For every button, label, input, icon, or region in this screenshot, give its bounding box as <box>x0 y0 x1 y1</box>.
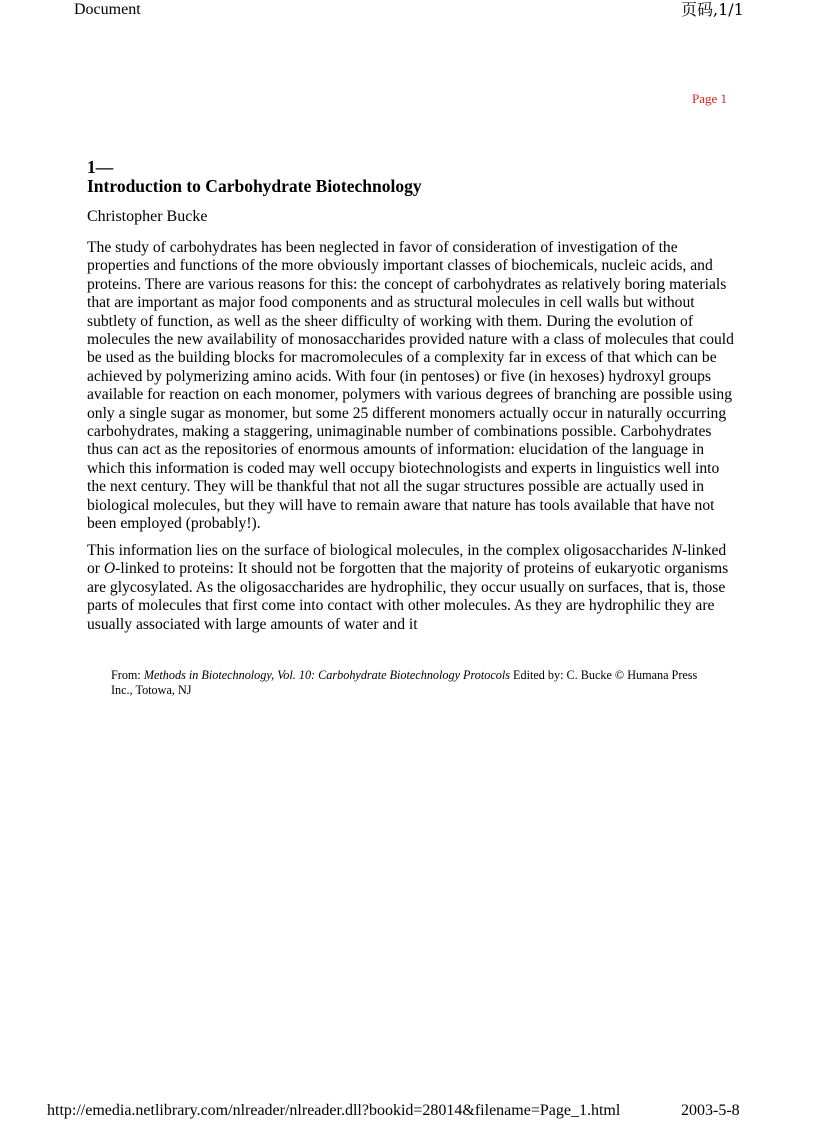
paragraph-text: This information lies on the surface of biological molecules, in the complex oligosaccharides <box>87 542 672 559</box>
italic-n: N <box>671 542 683 559</box>
footnote-suffix: Edited by: C. Bucke © Humana Press Inc., Totowa, NJ <box>111 668 698 697</box>
source-footnote <box>111 668 711 698</box>
paragraph <box>87 542 735 634</box>
paragraph-text: -linked or <box>87 542 727 578</box>
paragraph-text: -linked to proteins: It should not be forgotten that the majority of proteins of eukaryotic organisms are glycosylated. As the oligosaccharides are hydrophilic, they occur usually on surfaces, that is, those parts of molecules that first come into contact with other molecules. As they are hydrophilic they are usually associated with large amounts of water and it <box>87 560 729 633</box>
footnote-prefix: From: <box>111 668 144 682</box>
chapter-number: 1— <box>87 157 114 177</box>
footer-date: 2003-5-8 <box>681 1102 740 1119</box>
body-text <box>87 239 735 643</box>
footer-url: http://emedia.netlibrary.com/nlreader/nlreader.dll?bookid=28014&filename=Page_1.html <box>47 1102 621 1119</box>
footnote-source: Methods in Biotechnology, Vol. 10: Carbohydrate Biotechnology Protocols <box>143 668 510 682</box>
page-marker: Page 1 <box>692 91 728 106</box>
paragraph: The study of carbohydrates has been neglected in favor of consideration of investigation of the properties and functions of the more obviously important classes of biochemicals, nucleic acids, and proteins. There are various reasons for this: the concept of carbohydrates as relatively boring materials that are important as major food components and as structural molecules in cell walls but without subtlety of function, as well as the sheer difficulty of working with them. During the evolution of molecules the new availability of monosaccharides provided nature with a class of molecules that could be used as the building blocks for macromolecules of a complexity far in excess of that which can be achieved by polymerizing amino acids. With four (in pentoses) or five (in hexoses) hydroxyl groups available for reaction on each monomer, polymers with various degrees of branching are possible using only a single sugar as monomer, but some 25 different monomers actually occur in naturally occurring carbohydrates, making a staggering, unimaginable number of combinations possible. Carbohydrates thus can act as the repositories of enormous amounts of information: elucidation of the language in which this information is coded may well occupy biotechnologists and experts in linguistics well into the next century. They will be thankful that not all the sugar structures possible are actually used in biological molecules, but they will have to remain aware that nature has tools available that have not been employed (probably!). <box>87 239 734 533</box>
document-title: Document <box>74 1 141 18</box>
italic-o: O <box>103 560 116 578</box>
chapter-heading <box>87 158 747 196</box>
author-name: Christopher Bucke <box>87 208 208 225</box>
chapter-title: Introduction to Carbohydrate Biotechnology <box>87 176 422 196</box>
page-counter: 页码,1/1 <box>681 0 744 19</box>
